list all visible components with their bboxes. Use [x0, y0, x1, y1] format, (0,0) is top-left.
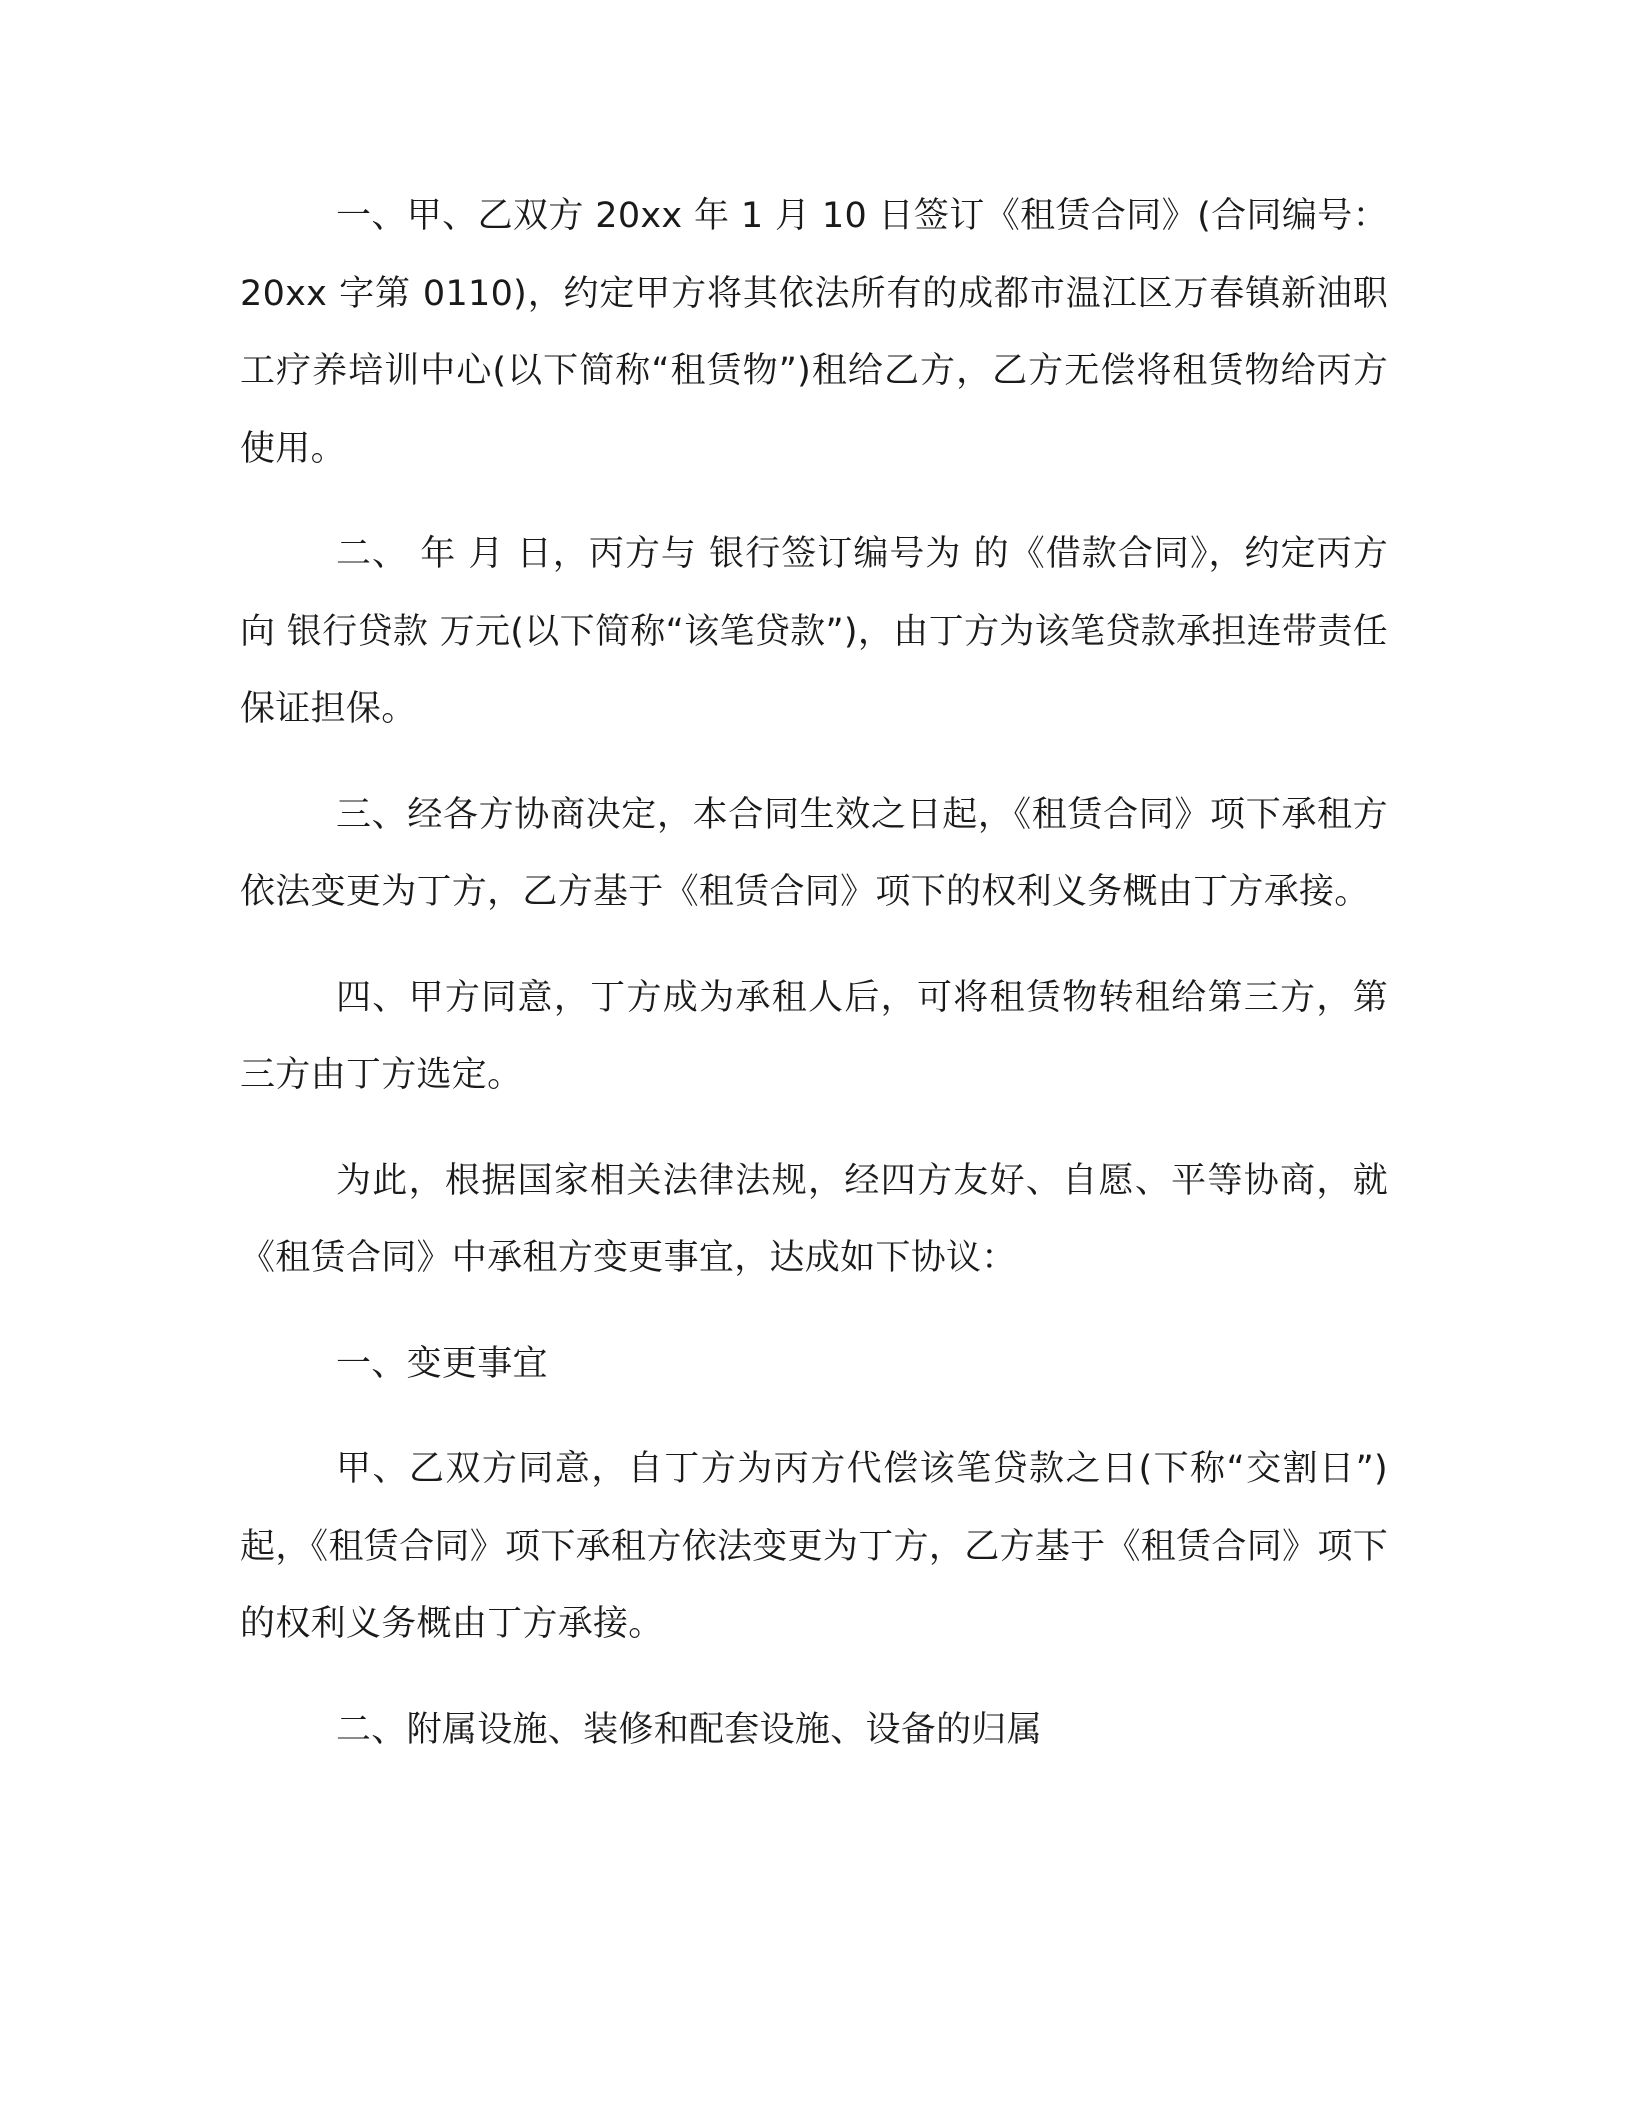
- section-heading-1: 一、变更事宜: [336, 1343, 548, 1384]
- paragraph-background-2: 二、 年 月 日，丙方与 银行签订编号为 的《借款合同》，约定丙方向 银行贷款 万元(以下简称“该笔贷款”)，由丁方为该笔贷款承担连带责任保证担保。: [240, 534, 1388, 729]
- document-body: [240, 178, 1388, 1797]
- paragraph-preamble: 为此，根据国家相关法律法规，经四方友好、自愿、平等协商，就《租赁合同》中承租方变更事宜，达成如下协议：: [240, 1160, 1388, 1278]
- paragraph-background-1: 一、甲、乙双方 20xx 年 1 月 10 日签订《租赁合同》(合同编号：20xx 字第 0110)，约定甲方将其依法所有的成都市温江区万春镇新油职工疗养培训中心(以下简称“租赁物”)租给乙方，乙方无偿将租赁物给丙方使用。: [240, 196, 1388, 469]
- section-heading-2: 二、附属设施、装修和配套设施、设备的归属: [336, 1709, 1043, 1750]
- section-1-body: 甲、乙双方同意，自丁方为丙方代偿该笔贷款之日(下称“交割日”)起，《租赁合同》项下承租方依法变更为丁方，乙方基于《租赁合同》项下的权利义务概由丁方承接。: [240, 1449, 1388, 1644]
- paragraph-background-4: 四、甲方同意，丁方成为承租人后，可将租赁物转租给第三方，第三方由丁方选定。: [240, 977, 1388, 1095]
- paragraph-background-3: 三、经各方协商决定，本合同生效之日起，《租赁合同》项下承租方依法变更为丁方，乙方基于《租赁合同》项下的权利义务概由丁方承接。: [240, 794, 1388, 912]
